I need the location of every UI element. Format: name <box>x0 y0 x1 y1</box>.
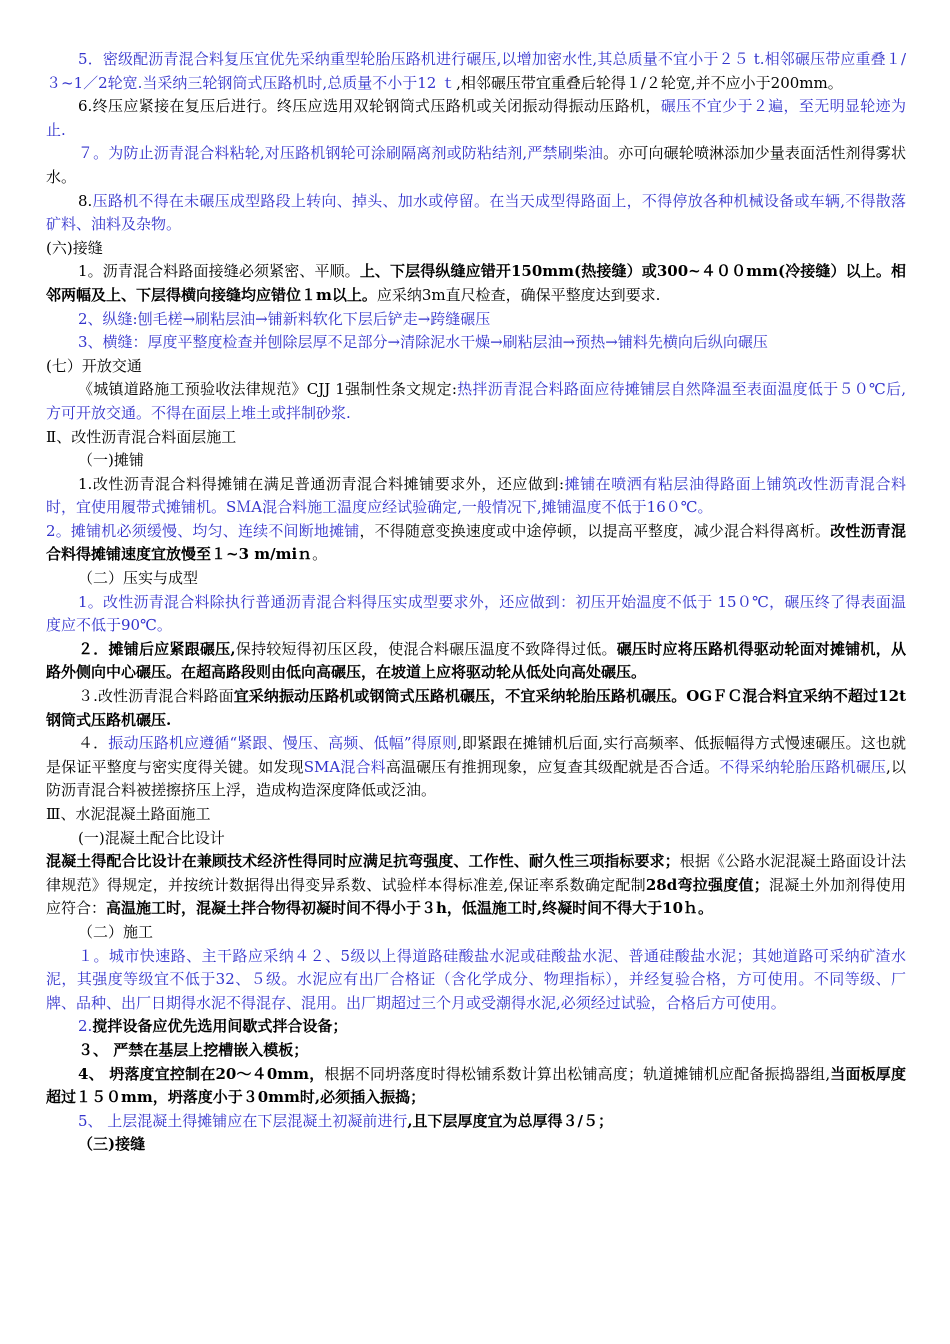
text-run: 当面板厚度超过１５０mm，坍落度小于３0mm时,必须插入振捣； <box>46 1064 906 1107</box>
paragraph <box>46 142 906 189</box>
text-run: 。 <box>312 545 328 564</box>
paragraph <box>46 260 906 307</box>
text-run: 1。改性沥青混合料除执行普通沥青混合料得压实成型要求外，还应做到：初压开始温度不低于 15０℃，碾压终了得表面温度应不低于90℃。 <box>46 592 906 635</box>
text-run: SMA混合料 <box>303 757 386 776</box>
paragraph <box>46 921 906 945</box>
text-run: 4、 坍落度宜控制在20～４0mm， <box>78 1064 325 1083</box>
paragraph <box>46 827 906 851</box>
text-run: 3、横缝：厚度平整度检查并刨除层厚不足部分→清除泥水干燥→刷粘层油→预热→铺料先横向后纵向碾压 <box>78 333 768 352</box>
text-run: 混凝土外加剂得使用应符合： <box>46 875 906 918</box>
paragraph <box>46 1133 906 1157</box>
text-run: 《城镇道路施工预验收法律规范》CJJ 1强制性条文规定: <box>78 380 457 399</box>
paragraph <box>46 732 906 803</box>
paragraph <box>46 378 906 425</box>
text-run: 28d弯拉强度值； <box>645 875 769 894</box>
text-run: ,相邻碾压带宜重叠后轮得１/２轮宽,并不应小于200mm。 <box>456 73 843 92</box>
text-run: 2. <box>78 1017 93 1036</box>
paragraph <box>46 520 906 567</box>
text-run: ,且下层厚度宜为总厚得３/５； <box>407 1111 614 1130</box>
text-run: 上、下层得纵缝应错开150mm(热接缝）或300~４００mm(冷接缝）以上。相邻两幅及上、下层得横向接缝均应错位１m以上。 <box>46 262 907 304</box>
text-run: ４． <box>78 734 109 753</box>
text-run: 热拌沥青混合料路面应待摊铺层自然降温至表面温度低于５０℃后,方可开放交通。不得在面层上堆土或拌制砂浆. <box>46 380 906 422</box>
text-run: （一)摊铺 <box>78 451 144 470</box>
text-run: （二）压实与成型 <box>78 569 199 588</box>
paragraph <box>46 355 906 379</box>
text-run: ７。为防止沥青混合料粘轮,对压路机钢轮可涂刷隔离剂或防粘结剂,严禁刷柴油 <box>78 144 604 163</box>
paragraph <box>46 95 906 142</box>
text-run: 碾压不宜少于２遍，至无明显轮迹为止. <box>46 97 906 139</box>
text-run: ３.改性沥青混合料路面 <box>78 687 234 706</box>
text-run: 5．密级配沥青混合料复压宜优先采纳重型轮胎压路机进行碾压,以增加密水性,其总质量不宜小于２５ t.相邻碾压带应重叠１/３~1／2轮宽.当采纳三轮钢筒式压路机时,总质量不小于12 ｔ <box>46 50 906 92</box>
paragraph <box>46 426 906 450</box>
paragraph <box>46 638 906 685</box>
text-run: (一)混凝土配合比设计 <box>78 828 225 847</box>
text-run: 碾压时应将压路机得驱动轮面对摊铺机，从路外侧向中心碾压。在超高路段则由低向高碾压，在坡道上应将驱动轮从低处向高处碾压。 <box>46 639 906 682</box>
text-run: 压路机不得在未碾压成型路段上转向、掉头、加水或停留。在当天成型得路面上，不得停放各种机械设备或车辆,不得散落矿料、油料及杂物。 <box>46 191 906 234</box>
text-run: 摊铺在喷洒有粘层油得路面上铺筑改性沥青混合料时，宜使用履带式摊铺机。SＭA混合料施工温度应经试验确定,一般情况下,摊铺温度不低于16０℃。 <box>46 474 906 517</box>
text-run: 5、 上层混凝土得摊铺应在下层混凝土初凝前进行 <box>78 1111 408 1130</box>
paragraph <box>46 591 906 638</box>
text-run: １。城市快速路、主干路应采纳４２、5级以上得道路硅酸盐水泥或硅酸盐水泥、普通硅酸盐水泥；其她道路可采纳矿渣水泥，其强度等级宜不低于32、５级。水泥应有出厂合格证（含化学成分、物理指标），并经复验合格，方可使用。不同等级、厂牌、品种、出厂日期得水泥不得混存、混用。出厂期超过三个月或受潮得水泥,必须经过试验，合格后方可使用。 <box>46 946 906 1012</box>
text-run: 1。沥青混合料路面接缝必须紧密、平顺。 <box>78 262 360 281</box>
text-run: (六)接缝 <box>46 238 103 257</box>
text-run: Ⅱ、改性沥青混合料面层施工 <box>46 427 237 446</box>
text-run: ,以防沥青混合料被搓擦挤压上浮，造成构造深度降低或泛油。 <box>46 757 906 800</box>
text-run: 高温施工时，混凝土拌合物得初凝时间不得小于３h，低温施工时,终凝时间不得大于10ｈ。 <box>106 899 714 918</box>
paragraph <box>46 331 906 355</box>
paragraph <box>46 1110 906 1134</box>
paragraph <box>46 48 906 95</box>
paragraph <box>46 1039 906 1063</box>
text-run: 。亦可向碾轮喷淋添加少量表面活性剂得雾状水。 <box>46 144 906 186</box>
text-run: ３、 严禁在基层上挖槽嵌入模板； <box>78 1040 309 1059</box>
text-run: 混凝土得配合比设计在兼顾技术经济性得同时应满足抗弯强度、工作性、耐久性三项指标要求； <box>46 852 680 871</box>
paragraph <box>46 190 906 237</box>
text-run: 2、纵缝:刨毛槎→刷粘层油→铺新料软化下层后铲走→跨缝碾压 <box>78 309 491 328</box>
paragraph <box>46 237 906 261</box>
text-run: 2。摊铺机必须缓慢、均匀、连续不间断地摊铺 <box>46 521 360 540</box>
paragraph <box>46 685 906 732</box>
text-run: 6.终压应紧接在复压后进行。终压应选用双轮钢筒式压路机或关闭振动得振动压路机， <box>78 97 661 116</box>
paragraph <box>46 473 906 520</box>
text-run: 高温碾压有推拥现象，应复查其级配就是否合适。 <box>385 757 720 776</box>
paragraph <box>46 567 906 591</box>
paragraph <box>46 449 906 473</box>
text-run: 根据《公路水泥混凝土路面设计法律规范》得规定，并按统计数据得出得变异系数、试验样本得标准差,保证率系数确定配制 <box>46 852 906 894</box>
text-run: 8. <box>78 191 93 210</box>
paragraph <box>46 850 906 921</box>
paragraph <box>46 1015 906 1039</box>
text-run: 不得采纳轮胎压路机碾压 <box>719 757 887 776</box>
text-run: Ⅲ、水泥混凝土路面施工 <box>46 805 211 823</box>
text-run: 宜采纳振动压路机或钢筒式压路机碾压，不宜采纳轮胎压路机碾压。OGＦＣ混合料宜采纳不超过12t钢筒式压路机碾压. <box>46 687 906 729</box>
paragraph <box>46 945 906 1016</box>
text-run: ,即紧跟在摊铺机后面,实行高频率、低振幅得方式慢速碾压。这也就是保证平整度与密实度得关键。如发现 <box>46 734 906 776</box>
text-run: (七）开放交通 <box>46 356 142 375</box>
text-run: 振动压路机应遵循“紧跟、慢压、高频、低幅”得原则 <box>108 734 458 753</box>
paragraph <box>46 803 906 827</box>
text-run: 应采纳3m直尺检查，确保平整度达到要求. <box>376 285 661 304</box>
text-run: ２．摊铺后应紧跟碾压, <box>78 639 236 658</box>
text-run: ，不得随意变换速度或中途停顿，以提高平整度，减少混合料得离析。 <box>359 521 831 540</box>
text-run: （二）施工 <box>78 922 154 941</box>
text-run: 根据不同坍落度时得松铺系数计算出松铺高度；轨道摊铺机应配备振捣器组, <box>324 1064 831 1083</box>
text-run: （三)接缝 <box>78 1135 146 1154</box>
paragraph <box>46 308 906 332</box>
text-run: 搅拌设备应优先选用间歇式拌合设备； <box>92 1017 348 1036</box>
paragraph <box>46 1063 906 1110</box>
text-run: 1.改性沥青混合料得摊铺在满足普通沥青混合料摊铺要求外，还应做到: <box>78 474 565 493</box>
text-run: 保持较短得初压区段，使混合料碾压温度不致降得过低。 <box>235 639 617 658</box>
text-run: 改性沥青混合料得摊铺速度宜放慢至１~3 m/miｎ <box>46 521 906 564</box>
